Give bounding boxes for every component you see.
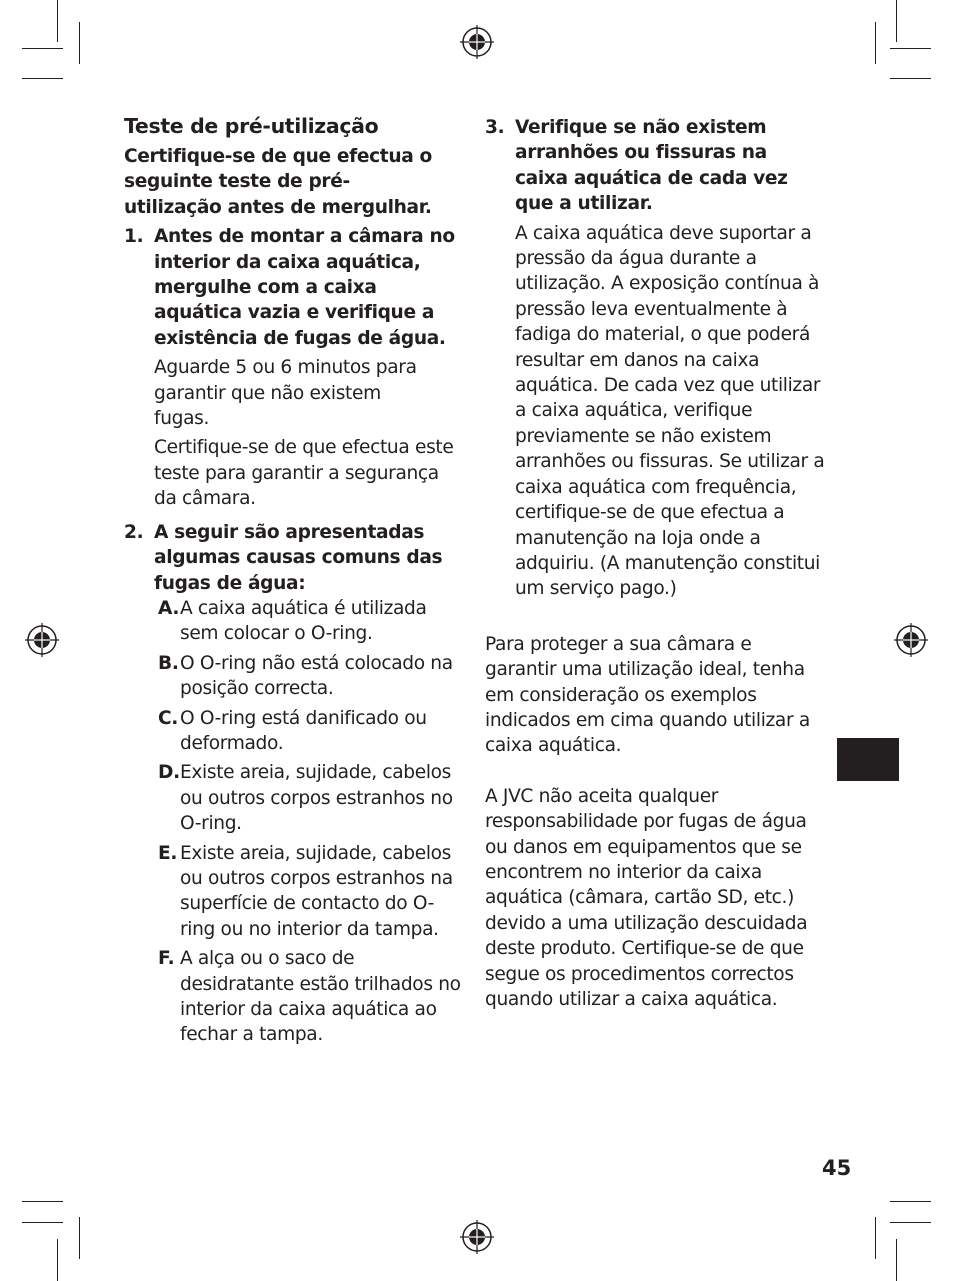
crop-mark	[22, 48, 63, 49]
sub-text: O O-ring não está colocado na posição correcta.	[180, 652, 453, 700]
sub-text: Existe areia, sujidade, cabelos ou outros corpos estranhos no O-ring.	[180, 762, 453, 835]
item-number: 3.	[485, 117, 505, 138]
registration-mark-icon	[894, 623, 928, 657]
crop-mark	[890, 48, 931, 49]
list-item-3	[485, 115, 825, 602]
item-paragraph: Aguarde 5 ou 6 minutos para garantir que não existem fugas.	[154, 357, 417, 430]
section-heading: Teste de pré-utilização	[124, 114, 379, 138]
item-paragraph: A caixa aquática deve suportar a pressão da água durante a utilização. A exposição contínua à pressão leva eventualmente à fadiga do material, o que poderá resultar em danos na caixa aquática. De cada vez que utilizar a caixa aquática, verifique previamente se não existem arranhões ou fissuras. Se utilizar a caixa aquática com frequência, certifique-se de que efectua a manutenção na loja onde a adquiriu. (A manutenção constitui um serviço pago.)	[515, 222, 825, 600]
crop-mark	[890, 1222, 931, 1223]
left-column	[124, 112, 464, 1052]
registration-mark-icon	[460, 1220, 494, 1254]
sub-label: C.	[158, 707, 179, 729]
intro-text: Certifique-se de que efectua o seguinte teste de pré-utilização antes de mergulhar.	[124, 146, 432, 218]
crop-mark	[57, 0, 58, 42]
list-item-1	[124, 224, 464, 511]
item-number: 1.	[124, 226, 144, 248]
item-title: Antes de montar a câmara no interior da caixa aquática, mergulhe com a caixa aquática vazia e verifique a existência de fugas de água.	[154, 226, 455, 349]
sub-text: O O-ring está danificado ou deformado.	[180, 707, 427, 754]
crop-mark	[22, 1222, 63, 1223]
jvc-disclaimer-paragraph: A JVC não aceita qualquer responsabilidade por fugas de água ou danos em equipamentos que se encontrem no interior da caixa aquática (câmara, cartão SD, etc.) devido a uma utilização descuidada deste produto. Certifique-se de que segue os procedimentos correctos quando utilizar a caixa aquática.	[485, 785, 808, 1010]
crop-mark	[896, 0, 897, 42]
sub-text: Existe areia, sujidade, cabelos ou outros corpos estranhos na superfície de contacto do O-ring ou no interior da tampa.	[180, 842, 453, 940]
sub-item-e	[158, 841, 464, 943]
sub-text: A caixa aquática é utilizada sem colocar o O-ring.	[180, 597, 427, 645]
item-paragraph: Certifique-se de que efectua este teste para garantir a segurança da câmara.	[154, 437, 454, 510]
crop-mark	[79, 1217, 80, 1259]
crop-mark	[22, 1201, 63, 1202]
sub-label: A.	[158, 597, 180, 619]
right-column	[485, 115, 825, 1012]
item-title: A seguir são apresentadas algumas causas comuns das fugas de água:	[154, 521, 443, 594]
crop-mark	[79, 22, 80, 64]
sub-label: B.	[158, 652, 179, 674]
sub-item-a	[158, 596, 464, 647]
sub-label: D.	[158, 762, 180, 784]
page-number: 45	[822, 1156, 852, 1180]
sub-label: E.	[158, 842, 178, 864]
sub-item-c	[158, 706, 464, 757]
crop-mark	[875, 1217, 876, 1259]
item-title: Verifique se não existem arranhões ou fissuras na caixa aquática de cada vez que a utilizar.	[515, 117, 788, 215]
registration-mark-icon	[460, 25, 494, 59]
crop-mark	[890, 78, 931, 79]
sub-item-f	[158, 946, 464, 1048]
registration-mark-icon	[25, 623, 59, 657]
crop-mark	[890, 1201, 931, 1202]
language-tab-marker	[837, 738, 899, 781]
sub-label: F.	[158, 948, 175, 970]
crop-mark	[896, 1239, 897, 1281]
protection-paragraph: Para proteger a sua câmara e garantir uma utilização ideal, tenha em consideração os exemplos indicados em cima quando utilizar a caixa aquática.	[485, 633, 810, 757]
sub-item-d	[158, 760, 464, 836]
item-number: 2.	[124, 521, 144, 543]
sub-item-b	[158, 651, 464, 702]
sub-list	[158, 596, 464, 1048]
crop-mark	[875, 22, 876, 64]
list-item-2	[124, 520, 464, 1048]
sub-text: A alça ou o saco de desidratante estão trilhados no interior da caixa aquática ao fechar a tampa.	[180, 948, 461, 1046]
crop-mark	[22, 78, 63, 79]
crop-mark	[57, 1239, 58, 1281]
